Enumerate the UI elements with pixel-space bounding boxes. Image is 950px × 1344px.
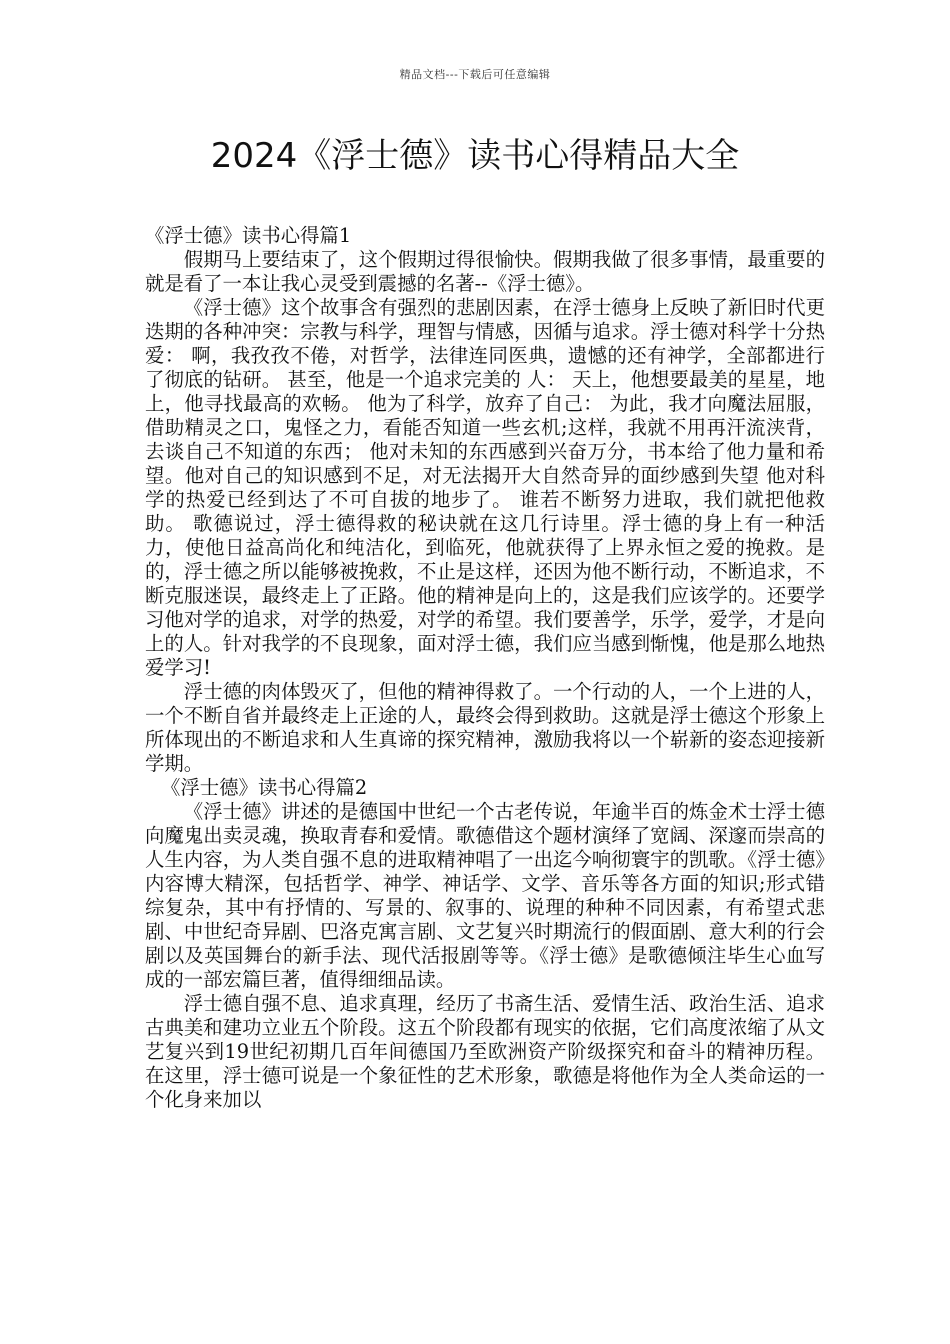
header-note: 精品文档---下载后可任意编辑	[399, 68, 551, 81]
section-heading-1: 《浮士德》读书心得篇1	[145, 224, 352, 247]
document-title: 2024《浮士德》读书心得精品大全	[210, 136, 740, 176]
paragraph: 《浮士德》讲述的是德国中世纪一个古老传说，年逾半百的炼金术士浮士德向魔鬼出卖灵魂，换取青春和爱情。歌德借这个题材演绎了宽阔、深邃而崇高的人生内容，为人类自强不息的进取精神唱了一出迄今响彻寰宇的凯歌。《浮士德》内容博大精深，包括哲学、神学、神话学、文学、音乐等各方面的知识;形式错综复杂，其中有抒情的、写景的、叙事的、说理的种种不同因素，有希望式悲剧、中世纪奇异剧、巴洛克寓言剧、文艺复兴时期流行的假面剧、意大利的行会剧以及英国舞台的新手法、现代活报剧等等。《浮士德》是歌德倾注毕生心血写成的一部宏篇巨著，值得细细品读。	[145, 800, 825, 991]
section-heading-2: 《浮士德》读书心得篇2	[161, 776, 368, 799]
paragraph: 《浮士德》这个故事含有强烈的悲剧因素，在浮士德身上反映了新旧时代更迭期的各种冲突：宗教与科学，理智与情感，因循与追求。浮士德对科学十分热爱： 啊，我孜孜不倦，对哲学，法律连同医典，遗憾的还有神学，全部都进行了彻底的钻研。 甚至，他是一个追求完美的 人： 天上，他想要最美的星星，地上，他寻找最高的欢畅。 他为了科学，放弃了自己： 为此，我才向魔法屈服，借助精灵之口，鬼怪之力，看能否知道一些玄机;这样，我就不用再汗流浃背，去谈自己不知道的东西； 他对未知的东西感到兴奋万分，书本给了他力量和希望。他对自己的知识感到不足，对无法揭开大自然奇异的面纱感到失望 他对科学的热爱已经到达了不可自拔的地步了。 谁若不断努力进取，我们就把他救助。 歌德说过，浮士德得救的秘诀就在这几行诗里。浮士德的身上有一种活力，使他日益高尚化和纯洁化，到临死，他就获得了上界永恒之爱的挽救。是的，浮士德之所以能够被挽救，不止是这样，还因为他不断行动，不断追求，不断克服迷误，最终走上了正路。他的精神是向上的，这是我们应该学的。还要学习他对学的追求，对学的热爱，对学的希望。我们要善学，乐学，爱学，才是向上的人。针对我学的不良现象，面对浮士德，我们应当感到惭愧，他是那么地热爱学习!	[145, 296, 825, 679]
paragraph: 假期马上要结束了，这个假期过得很愉快。假期我做了很多事情，最重要的就是看了一本让我心灵受到震撼的名著--《浮士德》。	[145, 248, 825, 295]
paragraph: 浮士德自强不息、追求真理，经历了书斋生活、爱情生活、政治生活、追求古典美和建功立业五个阶段。这五个阶段都有现实的依据，它们高度浓缩了从文艺复兴到19世纪初期几百年间德国乃至欧洲资产阶级探究和奋斗的精神历程。在这里，浮士德可说是一个象征性的艺术形象，歌德是将他作为全人类命运的一个化身来加以	[145, 992, 825, 1111]
paragraph: 浮士德的肉体毁灭了，但他的精神得救了。一个行动的人，一个上进的人，一个不断自省并最终走上正途的人，最终会得到救助。这就是浮士德这个形象上所体现出的不断追求和人生真谛的探究精神，激励我将以一个崭新的姿态迎接新学期。	[145, 680, 825, 775]
document-body	[145, 224, 825, 1112]
